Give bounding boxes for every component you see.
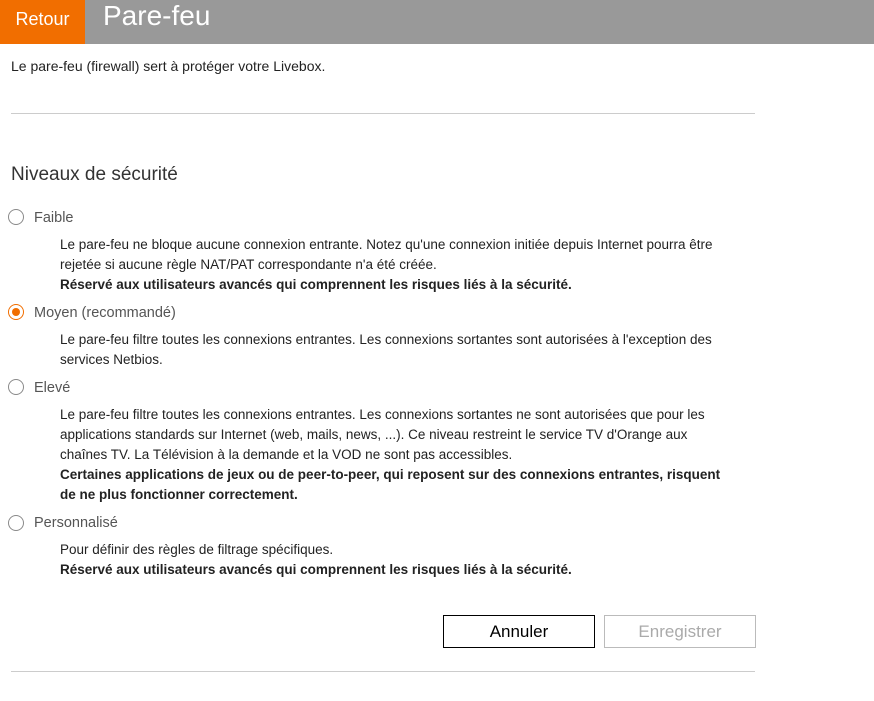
desc-line-bold: Réservé aux utilisateurs avancés qui comprennent les risques liés à la sécurité.	[60, 277, 572, 292]
back-button[interactable]: Retour	[0, 0, 85, 44]
radio-eleve[interactable]	[8, 379, 24, 395]
desc-line: chaînes TV. La Télévision à la demande et la VOD ne sont pas accessibles.	[60, 447, 513, 462]
desc-line: Le pare-feu filtre toutes les connexions entrantes. Les connexions sortantes ne sont autorisées que pour les	[60, 407, 705, 422]
desc-line: rejetée si aucune règle NAT/PAT correspondante n'a été créée.	[60, 257, 437, 272]
divider-bottom	[11, 671, 755, 672]
desc-line-bold: Certaines applications de jeux ou de peer-to-peer, qui reposent sur des connexions entrantes, risquent	[60, 467, 721, 482]
radio-personnalise[interactable]	[8, 515, 24, 531]
desc-line: services Netbios.	[60, 352, 163, 367]
section-title: Niveaux de sécurité	[11, 164, 178, 185]
desc-line: Le pare-feu ne bloque aucune connexion entrante. Notez qu'une connexion initiée depuis Internet pourra être	[60, 237, 713, 252]
desc-line: Le pare-feu filtre toutes les connexions entrantes. Les connexions sortantes sont autorisées à l'exception des	[60, 332, 712, 347]
desc-line-bold: Réservé aux utilisateurs avancés qui comprennent les risques liés à la sécurité.	[60, 562, 572, 577]
desc-line: applications standards sur Internet (web, mails, news, ...). Ce niveau restreint le service TV d'Orange aux	[60, 427, 688, 442]
option-personnalise-description	[60, 540, 760, 580]
option-eleve-description	[60, 405, 760, 505]
option-faible-label[interactable]: Faible	[34, 210, 74, 226]
divider-top	[11, 113, 755, 114]
desc-line: Pour définir des règles de filtrage spécifiques.	[60, 542, 334, 557]
save-button[interactable]: Enregistrer	[604, 615, 756, 648]
option-moyen-description	[60, 330, 760, 370]
intro-text: Le pare-feu (firewall) sert à protéger votre Livebox.	[11, 58, 326, 74]
radio-moyen[interactable]	[8, 304, 24, 320]
option-moyen-label[interactable]: Moyen (recommandé)	[34, 305, 176, 321]
page-title: Pare-feu	[103, 0, 211, 31]
option-faible-description	[60, 235, 760, 295]
desc-line-bold: de ne plus fonctionner correctement.	[60, 487, 298, 502]
radio-faible[interactable]	[8, 209, 24, 225]
cancel-button[interactable]: Annuler	[443, 615, 595, 648]
option-eleve-label[interactable]: Elevé	[34, 380, 71, 396]
option-personnalise-label[interactable]: Personnalisé	[34, 515, 118, 531]
